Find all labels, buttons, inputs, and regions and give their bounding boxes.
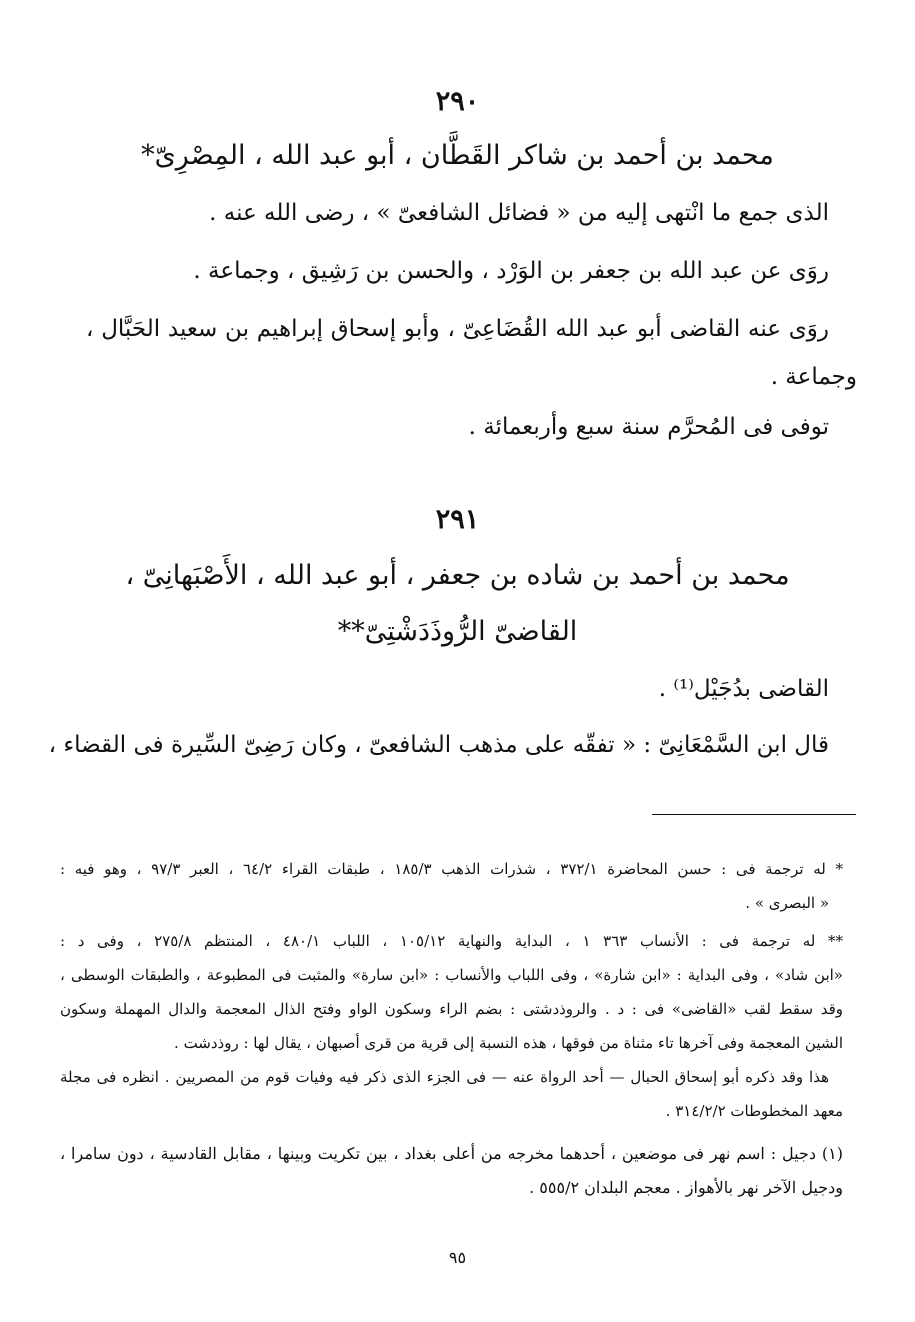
footnote-4-line-2: ودجيل الآخر نهر بالأهواز . معجم البلدان ٥٥٥/٢ .: [529, 1178, 843, 1197]
entry-291-line-2: قال ابن السَّمْعَانِىّ : « تفقّه على مذهب الشافعىّ ، وكان رَضِىّ السِّيرة فى القضاء ،: [48, 732, 829, 758]
footnote-2-line-1: ** له ترجمة فى : الأنساب ٣٦٣ ١ ، البداية والنهاية ١٠٥/١٢ ، اللباب ٤٨٠/١ ، المنتظم ٢٧٥/٨ ، وفى د :: [60, 932, 843, 950]
entry-290-heading: محمد بن أحمد بن شاكر القَطَّان ، أبو عبد الله ، المِصْرِىّ*: [141, 140, 774, 171]
footnote-2-line-2: «ابن شاد» ، وفى البداية : «ابن شارة» ، وفى اللباب والأنساب : «ابن سارة» والمثبت فى المطبوعة ، والطبقات الوسطى ،: [60, 966, 843, 984]
entry-291-heading-line-1: محمد بن أحمد بن شاده بن جعفر ، أبو عبد الله ، الأَصْبَهانِىّ ،: [125, 560, 790, 591]
footnote-3-line-2: معهد المخطوطات ٣١٤/٢/٢ .: [665, 1102, 843, 1120]
entry-290-line-5: توفى فى المُحرَّم سنة سبع وأربعمائة .: [468, 414, 829, 440]
footnote-2-line-4: الشين المعجمة وفى آخرها تاء مثناة من فوقها ، هذه النسبة إلى قرية من قرى أصبهان ، يقال لها : روذدشت .: [174, 1034, 843, 1052]
footnote-3-line-1: هذا وقد ذكره أبو إسحاق الحبال — أحد الرواة عنه — فى الجزء الذى ذكر فيه وفيات قوم من المصريين . انظره فى مجلة: [60, 1068, 829, 1086]
entry-290-line-3: روَى عنه القاضى أبو عبد الله القُضَاعِىّ ، وأبو إسحاق إبراهيم بن سعيد الحَبَّال ،: [86, 316, 829, 342]
entry-290-line-1: الذى جمع ما انْتهى إليه من « فضائل الشافعىّ » ، رضى الله عنه .: [209, 200, 829, 226]
entry-290-line-2: روَى عن عبد الله بن جعفر بن الوَرْد ، والحسن بن رَشِيق ، وجماعة .: [193, 258, 829, 284]
page-number: ٩٥: [448, 1248, 467, 1267]
footnote-1-line-1: * له ترجمة فى : حسن المحاضرة ٣٧٢/١ ، شذرات الذهب ١٨٥/٣ ، طبقات القراء ٦٤/٢ ، العبر ٩٧/٣ ، وهو فيه :: [60, 860, 844, 878]
entry-291-line-1: القاضى بدُجَيْل⁽¹⁾ .: [658, 676, 829, 702]
footnote-2-line-3: وقد سقط لقب «القاضى» فى : د . والروذدشتى : بضم الراء وسكون الواو وفتح الذال المعجمة والدال المهملة وسكون: [60, 1000, 843, 1018]
entry-number-290: ٢٩٠: [435, 86, 480, 117]
footnote-separator: [652, 814, 856, 815]
footnote-4-line-1: (١) دجيل : اسم نهر فى موضعين ، أحدهما مخرجه من أعلى بغداد ، بين تكريت وبينها ، مقابل القادسية ، دون سامرا ،: [60, 1144, 843, 1163]
footnote-1-line-2: « البصرى » .: [745, 894, 829, 912]
entry-291-heading-line-2: القاضىّ الرُّوذَدَشْتِىّ**: [337, 616, 578, 647]
entry-290-line-4: وجماعة .: [770, 364, 857, 390]
entry-number-291: ٢٩١: [435, 504, 480, 535]
